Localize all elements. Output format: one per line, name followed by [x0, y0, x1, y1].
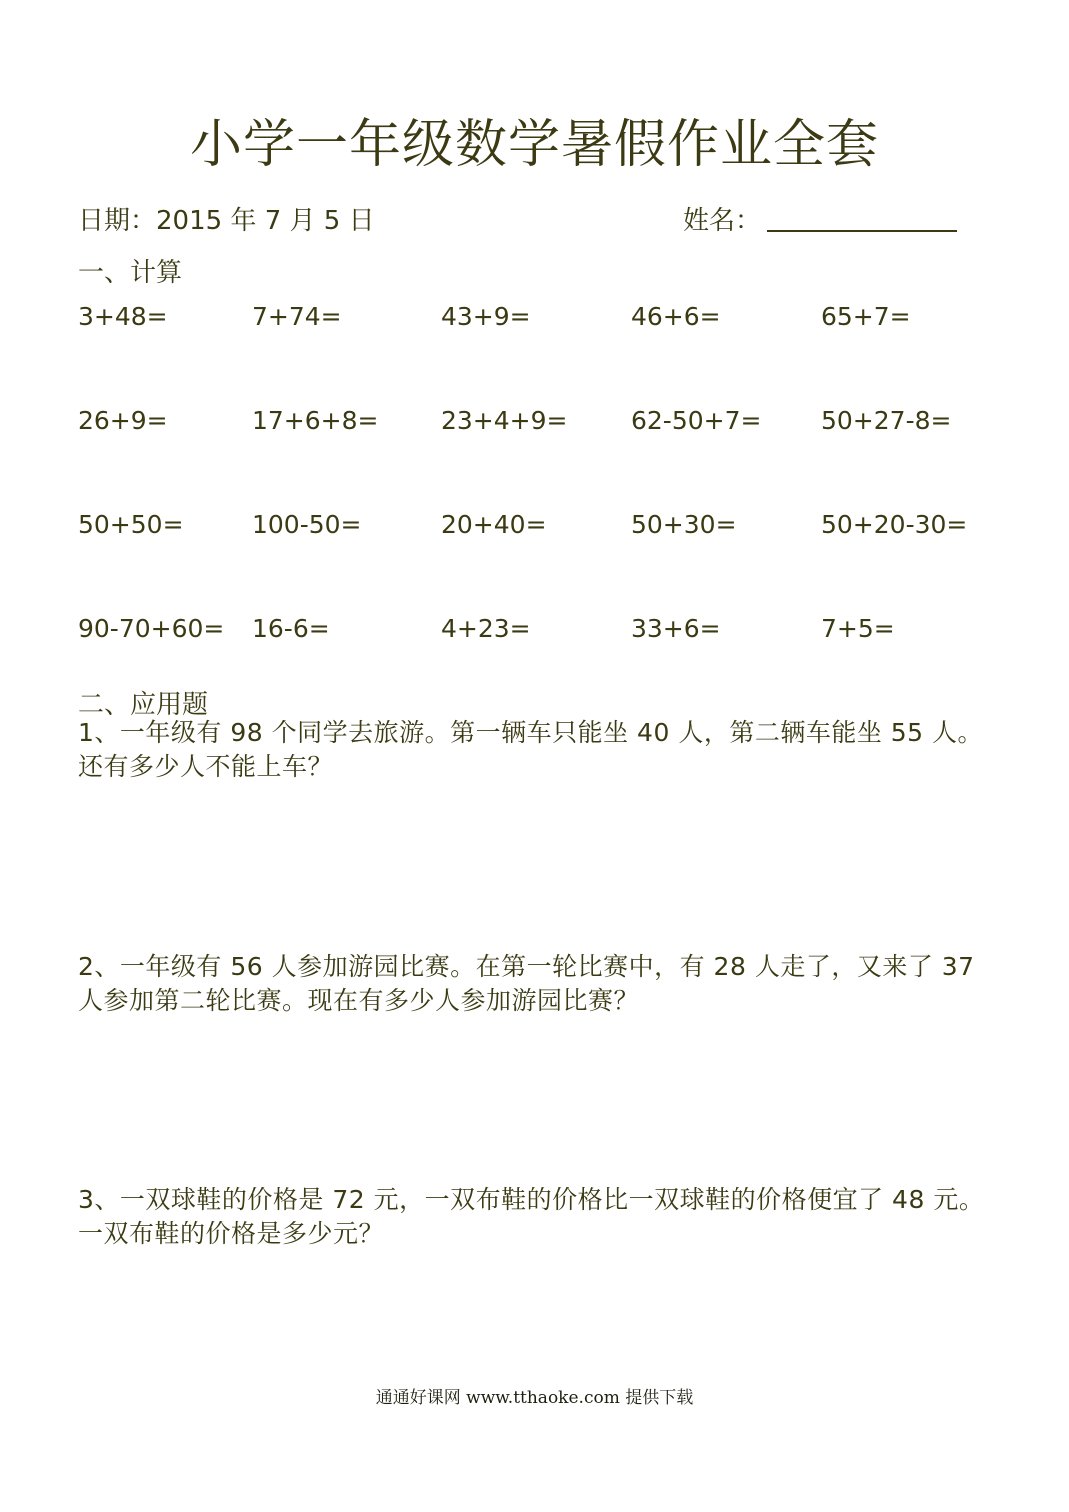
page-title: 小学一年级数学暑假作业全套 — [189, 115, 879, 175]
calc-item: 50+50= — [78, 510, 184, 539]
calc-item: 90-70+60= — [78, 614, 225, 643]
section-calculation-heading: 一、计算 — [78, 258, 183, 288]
calc-item: 17+6+8= — [252, 406, 379, 435]
word-problem-2: 2、一年级有 56 人参加游园比赛。在第一轮比赛中，有 28 人走了，又来了 37 人参加第二轮比赛。现在有多少人参加游园比赛？ — [78, 952, 975, 1015]
calc-item: 65+7= — [821, 302, 911, 331]
calc-item: 3+48= — [78, 302, 168, 331]
calc-item: 16-6= — [252, 614, 330, 643]
calc-item: 62-50+7= — [631, 406, 762, 435]
calc-item: 26+9= — [78, 406, 168, 435]
calc-item: 50+30= — [631, 510, 737, 539]
calc-row — [0, 614, 1069, 650]
calc-item: 23+4+9= — [441, 406, 568, 435]
calc-row — [0, 406, 1069, 442]
calc-item: 50+20-30= — [821, 510, 968, 539]
calc-row — [0, 510, 1069, 546]
word-problem-1: 1、一年级有 98 个同学去旅游。第一辆车只能坐 40 人，第二辆车能坐 55 人。还有多少人不能上车？ — [78, 718, 984, 781]
calc-item: 20+40= — [441, 510, 547, 539]
calc-item: 50+27-8= — [821, 406, 952, 435]
word-problem-3: 3、一双球鞋的价格是 72 元，一双布鞋的价格比一双球鞋的价格便宜了 48 元。一双布鞋的价格是多少元？ — [78, 1185, 985, 1248]
calc-item: 33+6= — [631, 614, 721, 643]
calc-row — [0, 302, 1069, 338]
calc-item: 7+74= — [252, 302, 342, 331]
footer-credit: 通通好课网 www.tthaoke.com 提供下载 — [375, 1388, 694, 1408]
calc-item: 46+6= — [631, 302, 721, 331]
section-word-problems-heading: 二、应用题 — [78, 690, 209, 720]
calc-item: 43+9= — [441, 302, 531, 331]
name-blank-line — [767, 200, 957, 232]
calc-item: 100-50= — [252, 510, 362, 539]
name-label: 姓名： — [683, 206, 762, 236]
date-line: 日期：2015 年 7 月 5 日 — [78, 206, 375, 236]
calc-item: 7+5= — [821, 614, 895, 643]
calc-item: 4+23= — [441, 614, 531, 643]
name-field — [683, 200, 957, 237]
